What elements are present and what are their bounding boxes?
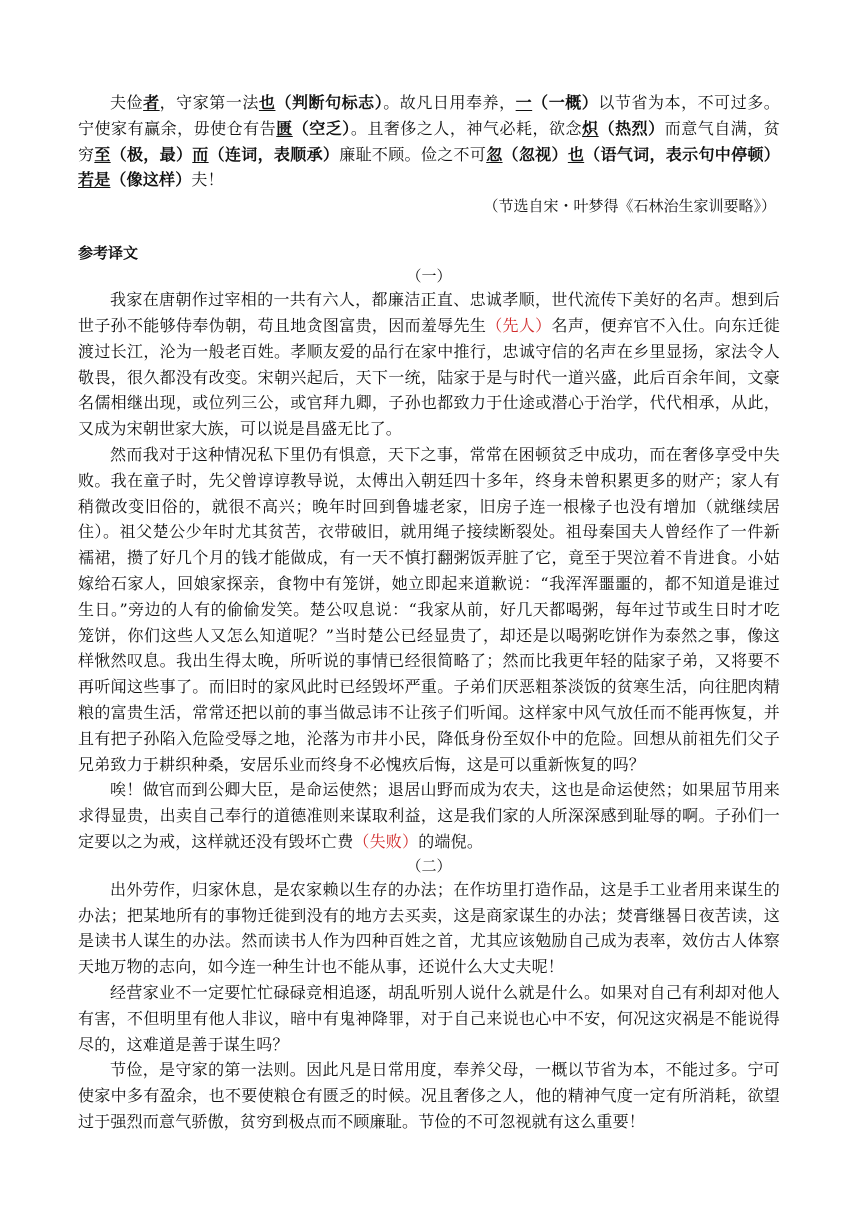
translation-fragment: 的端倪。 — [418, 831, 484, 851]
original-fragment: 夫俭 — [110, 93, 144, 112]
original-fragment: ，守家第一法 — [159, 93, 259, 112]
annotation: （判断句标志） — [275, 93, 384, 112]
keyword: 炽 — [582, 118, 599, 138]
red-annotation: （先人） — [486, 315, 552, 335]
annotation: （语气词，表示句中停顿） — [584, 144, 780, 164]
original-fragment: 。故凡日用奉养， — [383, 93, 516, 112]
keyword: 一 — [515, 93, 533, 112]
keyword: 者 — [143, 93, 160, 112]
original-fragment: 。且奢侈之人，神气必耗，欲念 — [350, 118, 583, 138]
keyword: 匮 — [276, 118, 293, 138]
keyword: 也 — [567, 144, 585, 164]
translation-paragraph — [78, 777, 780, 854]
part-one-label: （一） — [406, 267, 452, 286]
translation-paragraph: 出外劳作，归家休息，是农家赖以生存的办法；在作坊里打造作品，这是手工业者用来谋生的办法；把某地所有的事物迁徙到没有的地方去买卖，这是商家谋生的办法；焚膏继晷日夜苦读，这是读书人谋生的办法。然而读书人作为四种百姓之首，尤其应该勉励自己成为表率，效仿古人体察天地万物的志向，如今连一种生计也不能从事，还说什么大丈夫呢！ — [78, 879, 780, 977]
annotation: （像这样） — [110, 170, 192, 190]
document-page — [78, 90, 780, 1135]
translation-fragment: 我家在唐朝作过宰相的一共有六人，都廉洁正直、忠诚孝顺，世代流传下美好的名声。想到后世子孙不能够侍奉伪朝，苟且地贪图富贵，因而羞辱先生 — [78, 290, 780, 335]
translation-fragment: 唉！做官而到公卿大臣，是命运使然；退居山野而成为农夫，这也是命运使然；如果屈节用来求得显贵，出卖自己奉行的道德准则来谋取利益，这是我们家的人所深深感到耻辱的啊。子孙们一定要以之为戒，这样就还没有毁坏亡费 — [78, 780, 780, 851]
translation-paragraph: 节俭，是守家的第一法则。因此凡是日常用度，奉养父母，一概以节省为本，不能过多。宁可使家中多有盈余，也不要使粮仓有匮乏的时候。况且奢侈之人，他的精神气度一定有所消耗，欲望过于强烈而意气骄傲，贫穷到极点而不顾廉耻。节俭的不可忽视就有这么重要！ — [78, 1060, 780, 1131]
translation-heading: 参考译文 — [78, 244, 139, 263]
translation-paragraph — [78, 287, 780, 442]
annotation: （空乏） — [292, 118, 351, 138]
part-two-label: （二） — [406, 856, 452, 875]
translation-fragment: 名声，便弃官不入仕。向东迁徙渡过长江，沦为一般老百姓。孝顺友爱的品行在家中推行，忠诚守信的名声在乡里显扬，家法令人敬畏，很久都没有改变。宋朝兴起后，天下一统，陆家于是与时代一道兴盛，此后百余年间，文豪名儒相继出现，或位列三公，或官拜九卿，子孙也都致力于仕途或潜心于治学，代代相承，从此，又成为宋朝世家大族，可以说是昌盛无比了。 — [78, 315, 780, 439]
annotation: （连词，表顺承） — [208, 144, 340, 164]
keyword: 也 — [258, 93, 276, 112]
red-annotation: （失败） — [353, 831, 419, 851]
translation-paragraph: 经营家业不一定要忙忙碌碌竞相追逐，胡乱听别人说什么就是什么。如果对自己有利却对他人有害，不但明里有他人非议，暗中有鬼神降罪，对于自己来说也心中不安，何况这灾祸是不能说得尽的，这难道是善于谋生吗？ — [78, 982, 780, 1054]
annotation: （热烈） — [598, 118, 665, 138]
annotation: （忽视） — [502, 144, 568, 164]
original-text-paragraph — [78, 90, 780, 193]
source-citation: （节选自宋・叶梦得《石林治生家训要略》） — [483, 197, 776, 216]
annotation: （极，最） — [110, 144, 193, 164]
keyword: 忽 — [486, 144, 503, 164]
annotation: （一概） — [532, 93, 599, 112]
original-fragment: 以节省为本，不可过多。宁使家有赢余，毋使仓有告 — [78, 93, 780, 138]
translation-paragraph: 然而我对于这种情况私下里仍有惧意，天下之事，常常在困顿贫乏中成功，而在奢侈享受中失败。我在童子时，先父曾谆谆教导说，太傅出入朝廷四十多年，终身未曾积累更多的财产；家人有稍微改变旧俗的，就很不高兴；晚年时回到鲁墟老家，旧房子连一根椽子也没有增加（就继续居住）。祖父楚公少年时尤其贫苦，衣带破旧，就用绳子接续断裂处。祖母秦国夫人曾经作了一件新襦裙，攒了好几个月的钱才能做成，有一天不慎打翻粥饭弄脏了它，竟至于哭泣着不肯进食。小姑嫁给石家人，回娘家探亲，食物中有笼饼，她立即起来道歉说：“我浑浑噩噩的，都不知道是谁过生日。”旁边的人有的偷偷发笑。楚公叹息说：“我家从前，好几天都喝粥，每年过节或生日时才吃笼饼，你们这些人又怎么知道呢？”当时楚公已经显贵了，却还是以喝粥吃饼作为泰然之事，像这样愀然叹息。我出生得太晚，所听说的事情已经很简略了；然而比我更年轻的陆家子弟，又将要不再听闻这些事了。而旧时的家风此时已经毁坏严重。子弟们厌恶粗茶淡饭的贫寒生活，向往肥肉精粮的富贵生活，常常还把以前的事当做忌讳不让孩子们听闻。这样家中风气放任而不能再恢复，并且有把子孙陷入危险受辱之地，沦落为市井小民，降低身份至奴仆中的危险。回想从前祖先们父子兄弟致力于耕织种桑，安居乐业而终身不必愧疚后悔，这是可以重新恢复的吗？ — [78, 444, 780, 774]
keyword: 至 — [94, 144, 111, 164]
original-fragment: 而意气自满，贫穷 — [78, 118, 780, 164]
original-fragment: 廉耻不顾。俭之不可 — [339, 144, 487, 164]
keyword: 而 — [192, 144, 209, 164]
original-fragment: 夫！ — [191, 170, 224, 190]
keyword: 若是 — [78, 170, 111, 190]
